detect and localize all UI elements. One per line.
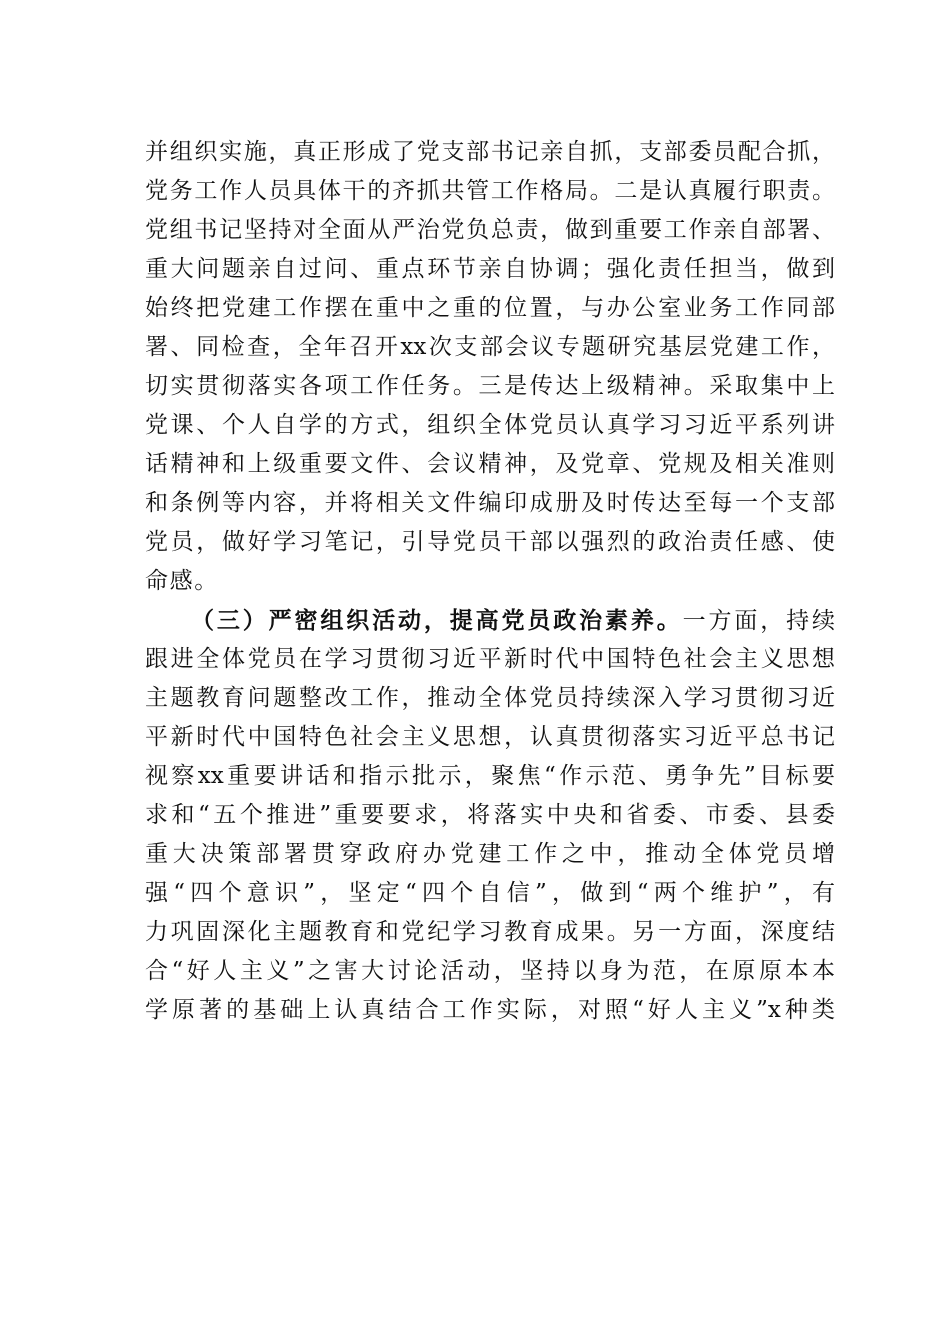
text-line-last: 命感。 — [145, 568, 219, 594]
section-first-line-text: 一方面，持续 — [682, 608, 835, 634]
text-line: 求和“五个推进”重要要求，将落实中央和省委、市委、县委 — [145, 802, 835, 828]
text-line: 强“四个意识”，坚定“四个自信”，做到“两个维护”，有 — [145, 880, 835, 906]
text-line: 话精神和上级重要文件、会议精神，及党章、党规及相关准则 — [145, 451, 835, 477]
text-line: 重大决策部署贯穿政府办党建工作之中，推动全体党员增 — [145, 841, 835, 867]
text-line: 跟进全体党员在学习贯彻习近平新时代中国特色社会主义思想 — [145, 646, 835, 672]
text-line: 和条例等内容，并将相关文件编印成册及时传达至每一个支部 — [145, 490, 835, 516]
text-line: 党员，做好学习笔记，引导党员干部以强烈的政治责任感、使 — [145, 529, 835, 555]
text-line: 始终把党建工作摆在重中之重的位置，与办公室业务工作同部 — [145, 295, 835, 321]
text-line: 并组织实施，真正形成了党支部书记亲自抓，支部委员配合抓， — [145, 139, 835, 165]
text-line: 切实贯彻落实各项工作任务。三是传达上级精神。采取集中上 — [145, 373, 835, 399]
text-line: 平新时代中国特色社会主义思想，认真贯彻落实习近平总书记 — [145, 724, 835, 750]
text-line: 重大问题亲自过问、重点环节亲自协调；强化责任担当，做到 — [145, 256, 835, 282]
text-line: 合“好人主义”之害大讨论活动，坚持以身为范，在原原本本 — [145, 958, 835, 984]
paragraph-organize-activities — [145, 601, 835, 1030]
text-line: 学原著的基础上认真结合工作实际，对照“好人主义”x种类 — [145, 997, 835, 1023]
text-line: 党组书记坚持对全面从严治党负总责，做到重要工作亲自部署、 — [145, 217, 835, 243]
paragraph-responsibility — [145, 133, 835, 601]
text-line: 党务工作人员具体干的齐抓共管工作格局。二是认真履行职责。 — [145, 178, 835, 204]
text-line: 力巩固深化主题教育和党纪学习教育成果。另一方面，深度结 — [145, 919, 835, 945]
text-line: 署、同检查，全年召开xx次支部会议专题研究基层党建工作， — [145, 334, 835, 360]
text-line: 主题教育问题整改工作，推动全体党员持续深入学习贯彻习近 — [145, 685, 835, 711]
text-line: 党课、个人自学的方式，组织全体党员认真学习习近平系列讲 — [145, 412, 835, 438]
section-heading: （三）严密组织活动，提高党员政治素养。 — [191, 607, 683, 634]
document-body — [145, 133, 835, 1030]
section-first-line — [145, 601, 835, 640]
text-line: 视察xx重要讲话和指示批示，聚焦“作示范、勇争先”目标要 — [145, 763, 835, 789]
